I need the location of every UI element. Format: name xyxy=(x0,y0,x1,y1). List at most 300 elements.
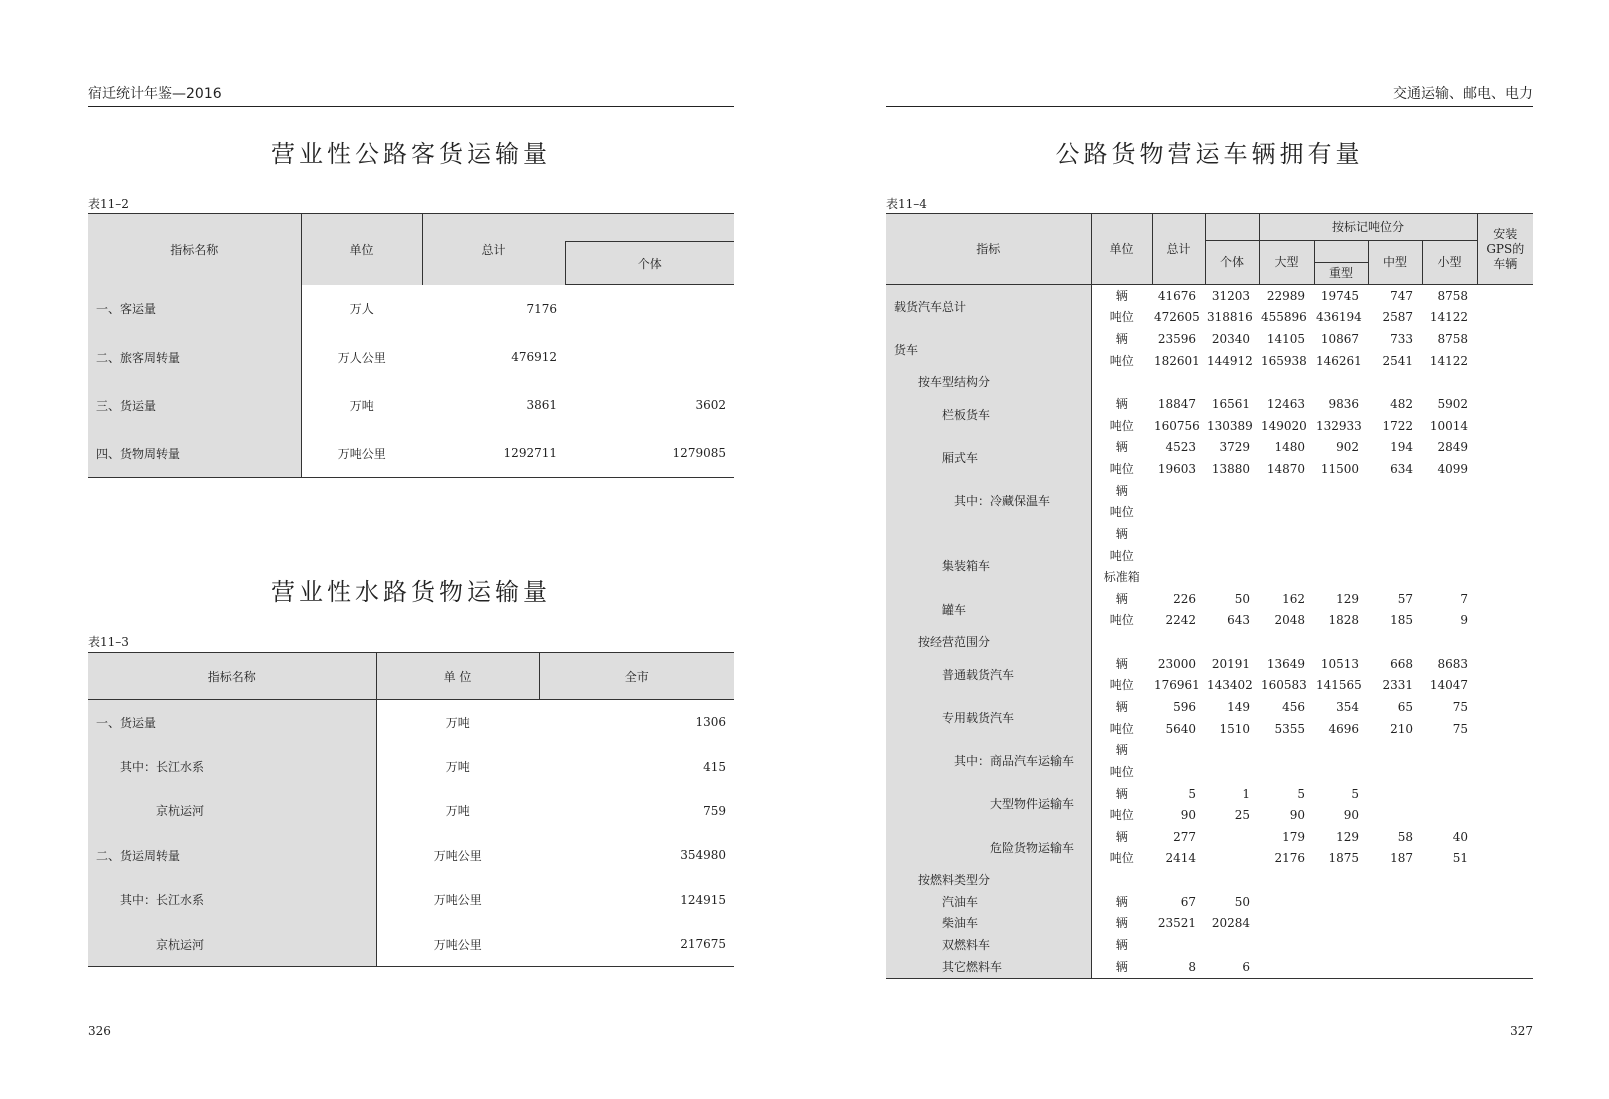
heavy-cell: 19745 xyxy=(1320,288,1359,303)
small-cell xyxy=(1422,631,1477,653)
indicator-name-cell: 按车型结构分 xyxy=(886,372,1091,394)
large-cell xyxy=(1259,913,1314,935)
table-row xyxy=(886,480,1533,502)
gps-cell xyxy=(1477,415,1533,437)
total-cell: 23000 xyxy=(1157,656,1196,671)
gps-cell xyxy=(1477,913,1533,935)
large-cell: 5 xyxy=(1297,786,1305,801)
total-cell xyxy=(1152,934,1205,956)
header-indicator-name: 指标名称 xyxy=(88,214,301,285)
gps-cell xyxy=(1477,869,1533,891)
total-cell xyxy=(1152,480,1205,502)
table-row xyxy=(886,545,1533,567)
small-cell: 10014 xyxy=(1429,418,1469,433)
heavy-cell: 10513 xyxy=(1320,656,1359,671)
gps-cell xyxy=(1477,285,1533,307)
medium-cell: 2587 xyxy=(1382,310,1413,325)
small-cell xyxy=(1422,480,1477,502)
total-cell: 5 xyxy=(1188,786,1196,801)
indicator-name-cell xyxy=(886,523,1091,545)
indicator-name-cell: 汽油车 xyxy=(886,891,1091,913)
heavy-cell: 354 xyxy=(1336,699,1359,714)
medium-cell: 733 xyxy=(1390,332,1413,347)
indicator-name-cell: 双燃料车 xyxy=(886,934,1091,956)
individual-cell xyxy=(1205,480,1259,502)
medium-cell xyxy=(1368,372,1422,394)
header-heavy: 重型 xyxy=(1314,263,1368,285)
medium-cell: 210 xyxy=(1390,721,1413,736)
total-cell: 90 xyxy=(1180,808,1196,823)
indicator-name-cell: 其中：冷藏保温车 xyxy=(886,480,1091,523)
small-cell: 7 xyxy=(1460,591,1469,606)
small-cell: 5902 xyxy=(1437,397,1469,412)
unit-cell xyxy=(1091,631,1152,653)
medium-cell xyxy=(1368,869,1422,891)
gps-cell xyxy=(1477,804,1533,826)
heavy-cell xyxy=(1314,913,1368,935)
gps-cell xyxy=(1477,826,1533,848)
heavy-cell: 1828 xyxy=(1328,613,1359,628)
total-cell xyxy=(1152,631,1205,653)
large-cell xyxy=(1259,956,1314,978)
heavy-cell: 4696 xyxy=(1328,721,1359,736)
large-cell xyxy=(1259,523,1314,545)
individual-cell: 149 xyxy=(1227,699,1250,714)
header-city: 全市 xyxy=(539,653,734,700)
small-cell: 14047 xyxy=(1429,678,1469,693)
table-11-3 xyxy=(88,652,734,967)
medium-cell xyxy=(1368,739,1422,761)
large-cell: 14870 xyxy=(1266,461,1305,476)
unit-cell: 辆 xyxy=(1091,285,1152,307)
unit-cell: 万吨公里 xyxy=(301,429,422,478)
medium-cell: 2331 xyxy=(1382,678,1413,693)
table-row xyxy=(886,783,1533,805)
large-cell xyxy=(1259,545,1314,567)
gps-cell xyxy=(1477,372,1533,394)
individual-cell: 143402 xyxy=(1207,678,1253,693)
unit-cell: 辆 xyxy=(1091,956,1152,978)
small-cell xyxy=(1422,869,1477,891)
gps-cell xyxy=(1477,566,1533,588)
city-value-cell: 1306 xyxy=(695,715,726,730)
individual-cell xyxy=(1205,934,1259,956)
heavy-cell xyxy=(1314,891,1368,913)
unit-cell: 吨位 xyxy=(1091,545,1152,567)
unit-cell: 万吨 xyxy=(376,700,539,745)
unit-cell: 万吨 xyxy=(376,789,539,833)
total-cell: 1292711 xyxy=(422,429,565,478)
total-cell xyxy=(1152,761,1205,783)
unit-cell: 吨位 xyxy=(1091,848,1152,870)
indicator-name-cell: 其中：长江水系 xyxy=(88,878,376,922)
heavy-cell: 90 xyxy=(1343,808,1359,823)
header-total: 总计 xyxy=(422,214,565,285)
individual-cell xyxy=(1205,372,1259,394)
table-row xyxy=(886,869,1533,891)
left-page xyxy=(88,0,734,1099)
table-row xyxy=(886,739,1533,761)
small-cell xyxy=(1422,783,1477,805)
individual-cell xyxy=(1205,501,1259,523)
heavy-cell: 129 xyxy=(1336,591,1359,606)
total-cell: 8 xyxy=(1152,956,1205,978)
indicator-name-cell: 其它燃料车 xyxy=(886,956,1091,978)
running-head-left: 宿迁统计年鉴—2016 xyxy=(88,84,734,107)
small-cell xyxy=(1422,523,1477,545)
table-row xyxy=(88,744,734,788)
header-unit: 单位 xyxy=(301,214,422,285)
total-cell: 2414 xyxy=(1165,851,1196,866)
medium-cell xyxy=(1368,523,1422,545)
table-row xyxy=(886,631,1533,653)
city-value-cell: 217675 xyxy=(539,922,734,967)
individual-cell: 25 xyxy=(1234,808,1250,823)
medium-cell: 482 xyxy=(1390,397,1413,412)
medium-cell: 1722 xyxy=(1382,418,1413,433)
heavy-cell xyxy=(1314,934,1368,956)
gps-cell xyxy=(1477,934,1533,956)
total-cell: 3861 xyxy=(526,398,557,412)
table-row xyxy=(88,922,734,967)
table-row xyxy=(886,588,1533,610)
unit-cell: 辆 xyxy=(1091,653,1152,675)
small-cell xyxy=(1422,545,1477,567)
gps-cell xyxy=(1477,480,1533,502)
small-cell: 40 xyxy=(1452,829,1469,844)
header-blank xyxy=(1205,214,1259,241)
gps-cell xyxy=(1477,436,1533,458)
medium-cell: 634 xyxy=(1390,461,1413,476)
small-cell xyxy=(1422,501,1477,523)
large-cell: 5355 xyxy=(1274,721,1305,736)
small-cell: 8683 xyxy=(1437,656,1469,671)
individual-cell xyxy=(1205,848,1259,870)
medium-cell xyxy=(1368,631,1422,653)
indicator-name-cell: 三、货运量 xyxy=(88,381,301,429)
header-indicator: 指标 xyxy=(886,214,1091,285)
heavy-cell: 436194 xyxy=(1316,310,1362,325)
heavy-cell: 141565 xyxy=(1316,678,1362,693)
medium-cell: 2541 xyxy=(1382,353,1413,368)
indicator-name-cell: 罐车 xyxy=(886,588,1091,631)
gps-cell xyxy=(1477,545,1533,567)
gps-cell xyxy=(1477,328,1533,350)
small-cell: 8758 xyxy=(1437,288,1469,303)
unit-cell: 吨位 xyxy=(1091,350,1152,372)
large-cell xyxy=(1259,372,1314,394)
unit-cell: 万吨公里 xyxy=(376,878,539,922)
table-row xyxy=(886,696,1533,718)
indicator-name-cell: 按经营范围分 xyxy=(886,631,1091,653)
table-11-2 xyxy=(88,213,734,478)
large-cell xyxy=(1259,891,1314,913)
table-row xyxy=(886,934,1533,956)
heavy-cell: 5 xyxy=(1351,786,1359,801)
total-cell: 476912 xyxy=(511,350,557,364)
large-cell: 179 xyxy=(1282,829,1305,844)
large-cell: 165938 xyxy=(1261,353,1307,368)
total-cell: 472605 xyxy=(1154,310,1200,325)
indicator-name-cell: 京杭运河 xyxy=(88,922,376,967)
header-small: 小型 xyxy=(1422,241,1477,285)
small-cell: 51 xyxy=(1452,851,1469,866)
indicator-name-cell: 京杭运河 xyxy=(88,789,376,833)
unit-cell: 万人 xyxy=(301,285,422,334)
large-cell: 149020 xyxy=(1261,418,1307,433)
gps-cell xyxy=(1477,307,1533,329)
small-cell xyxy=(1422,566,1477,588)
small-cell: 2849 xyxy=(1437,440,1469,455)
medium-cell xyxy=(1368,804,1422,826)
indicator-name-cell: 普通载货汽车 xyxy=(886,653,1091,696)
indicator-name-cell: 按燃料类型分 xyxy=(886,869,1091,891)
unit-cell: 辆 xyxy=(1091,393,1152,415)
individual-cell: 6 xyxy=(1205,956,1259,978)
large-cell xyxy=(1259,501,1314,523)
heavy-cell: 129 xyxy=(1336,829,1359,844)
medium-cell: 57 xyxy=(1397,591,1413,606)
gps-cell xyxy=(1477,350,1533,372)
total-cell: 160756 xyxy=(1154,418,1200,433)
heavy-cell xyxy=(1314,956,1368,978)
individual-cell: 1279085 xyxy=(565,429,734,478)
individual-cell: 318816 xyxy=(1207,310,1253,325)
indicator-name-cell: 载货汽车总计 xyxy=(886,285,1091,329)
individual-cell: 1510 xyxy=(1219,721,1250,736)
heavy-cell xyxy=(1314,372,1368,394)
gps-cell xyxy=(1477,610,1533,632)
individual-cell xyxy=(1205,566,1259,588)
gps-cell xyxy=(1477,675,1533,697)
medium-cell: 65 xyxy=(1397,699,1413,714)
large-cell xyxy=(1259,761,1314,783)
unit-cell: 辆 xyxy=(1091,913,1152,935)
individual-cell xyxy=(1205,631,1259,653)
individual-cell xyxy=(565,333,734,381)
header-large: 大型 xyxy=(1259,241,1314,285)
table-row xyxy=(886,956,1533,978)
table-row xyxy=(88,700,734,745)
medium-cell: 194 xyxy=(1390,440,1413,455)
total-cell xyxy=(1152,739,1205,761)
individual-cell: 16561 xyxy=(1211,397,1250,412)
individual-cell: 13880 xyxy=(1211,461,1250,476)
header-total: 总计 xyxy=(1152,214,1205,285)
header-unit: 单 位 xyxy=(376,653,539,700)
indicator-name-cell: 其中：长江水系 xyxy=(88,744,376,788)
small-cell xyxy=(1422,739,1477,761)
unit-cell: 辆 xyxy=(1091,891,1152,913)
unit-cell: 辆 xyxy=(1091,328,1152,350)
gps-cell xyxy=(1477,393,1533,415)
total-cell: 5640 xyxy=(1165,721,1196,736)
table-row xyxy=(886,285,1533,307)
small-cell xyxy=(1422,934,1477,956)
header-gps-line2: GPS的 xyxy=(1486,241,1525,256)
total-cell: 19603 xyxy=(1157,461,1196,476)
total-cell: 41676 xyxy=(1157,288,1196,303)
large-cell xyxy=(1259,480,1314,502)
table-row xyxy=(886,891,1533,913)
medium-cell xyxy=(1368,891,1422,913)
heavy-cell: 10867 xyxy=(1320,332,1359,347)
page-number-right: 327 xyxy=(1510,1024,1533,1038)
table-row xyxy=(88,285,734,334)
unit-cell: 吨位 xyxy=(1091,415,1152,437)
large-cell: 22989 xyxy=(1266,288,1305,303)
header-indicator-name: 指标名称 xyxy=(88,653,376,700)
individual-cell xyxy=(565,285,734,334)
table-row xyxy=(886,328,1533,350)
header-unit: 单位 xyxy=(1091,214,1152,285)
heavy-cell xyxy=(1314,523,1368,545)
indicator-name-cell: 一、货运量 xyxy=(88,700,376,745)
unit-cell: 吨位 xyxy=(1091,761,1152,783)
individual-cell xyxy=(1205,523,1259,545)
small-cell: 14122 xyxy=(1429,353,1469,368)
gps-cell xyxy=(1477,588,1533,610)
table-row xyxy=(886,913,1533,935)
small-cell: 4099 xyxy=(1437,461,1469,476)
small-cell xyxy=(1422,913,1477,935)
table-11-2-number: 表11–2 xyxy=(88,197,129,211)
medium-cell: 185 xyxy=(1390,613,1413,628)
gps-cell xyxy=(1477,501,1533,523)
individual-cell: 20340 xyxy=(1211,332,1250,347)
page-number-left: 326 xyxy=(88,1024,111,1038)
large-cell xyxy=(1259,869,1314,891)
individual-cell: 50 xyxy=(1234,591,1250,606)
individual-cell: 1 xyxy=(1242,786,1250,801)
table-row xyxy=(886,653,1533,675)
table-row xyxy=(88,789,734,833)
unit-cell: 万人公里 xyxy=(301,333,422,381)
individual-cell: 31203 xyxy=(1211,288,1250,303)
total-cell: 7176 xyxy=(526,301,557,316)
individual-cell: 50 xyxy=(1234,894,1250,909)
total-cell: 23596 xyxy=(1157,332,1196,347)
table-row xyxy=(886,372,1533,394)
individual-cell xyxy=(1205,545,1259,567)
indicator-name-cell: 大型物件运输车 xyxy=(886,783,1091,826)
heavy-cell xyxy=(1314,545,1368,567)
total-cell: 277 xyxy=(1173,829,1196,844)
table-11-4 xyxy=(886,213,1533,979)
heavy-cell: 1875 xyxy=(1328,851,1359,866)
large-cell: 1480 xyxy=(1274,440,1305,455)
small-cell xyxy=(1422,956,1477,978)
city-value-cell: 415 xyxy=(703,759,726,774)
gps-cell xyxy=(1477,653,1533,675)
unit-cell: 辆 xyxy=(1091,436,1152,458)
header-gps xyxy=(1477,214,1533,285)
heavy-cell xyxy=(1314,761,1368,783)
gps-cell xyxy=(1477,523,1533,545)
city-value-cell: 759 xyxy=(703,803,726,818)
medium-cell: 187 xyxy=(1390,851,1413,866)
table-row xyxy=(88,878,734,922)
medium-cell: 747 xyxy=(1390,288,1413,303)
individual-cell: 20284 xyxy=(1211,916,1250,931)
total-cell xyxy=(1152,545,1205,567)
unit-cell xyxy=(1091,869,1152,891)
heavy-cell: 11500 xyxy=(1320,461,1359,476)
medium-cell xyxy=(1368,913,1422,935)
header-gps-line1: 安装 xyxy=(1493,226,1518,241)
total-cell xyxy=(1152,372,1205,394)
gps-cell xyxy=(1477,696,1533,718)
gps-cell xyxy=(1477,848,1533,870)
header-blank xyxy=(565,214,734,242)
total-cell: 182601 xyxy=(1154,353,1200,368)
table-11-2-title: 营业性公路客货运输量 xyxy=(271,140,551,168)
indicator-name-cell: 危险货物运输车 xyxy=(886,826,1091,869)
heavy-cell: 146261 xyxy=(1316,353,1362,368)
unit-cell: 辆 xyxy=(1091,480,1152,502)
medium-cell: 668 xyxy=(1390,656,1413,671)
heavy-cell xyxy=(1314,739,1368,761)
indicator-name-cell: 专用载货汽车 xyxy=(886,696,1091,739)
table-11-4-number: 表11–4 xyxy=(886,197,927,211)
total-cell xyxy=(1152,523,1205,545)
individual-cell: 20191 xyxy=(1211,656,1250,671)
table-row xyxy=(88,333,734,381)
header-by-tonnage: 按标记吨位分 xyxy=(1259,214,1477,241)
total-cell: 18847 xyxy=(1157,397,1196,412)
unit-cell: 辆 xyxy=(1091,783,1152,805)
table-row xyxy=(886,436,1533,458)
city-value-cell: 124915 xyxy=(680,892,726,907)
gps-cell xyxy=(1477,761,1533,783)
medium-cell xyxy=(1368,545,1422,567)
header-individual: 个体 xyxy=(1205,241,1259,285)
individual-cell xyxy=(1205,869,1259,891)
large-cell: 455896 xyxy=(1261,310,1307,325)
gps-cell xyxy=(1477,718,1533,740)
unit-cell: 标准箱 xyxy=(1091,566,1152,588)
heavy-cell xyxy=(1314,566,1368,588)
indicator-name-cell: 其中：商品汽车运输车 xyxy=(886,739,1091,782)
medium-cell: 58 xyxy=(1397,829,1413,844)
heavy-cell: 132933 xyxy=(1316,418,1362,433)
individual-cell: 643 xyxy=(1227,613,1250,628)
large-cell xyxy=(1259,739,1314,761)
header-blank xyxy=(1314,241,1368,263)
table-row xyxy=(88,381,734,429)
unit-cell: 辆 xyxy=(1091,826,1152,848)
running-head-right: 交通运输、邮电、电力 xyxy=(886,84,1533,107)
heavy-cell: 902 xyxy=(1336,440,1359,455)
individual-cell xyxy=(1205,826,1259,848)
indicator-name-cell: 四、货物周转量 xyxy=(88,429,301,478)
header-individual: 个体 xyxy=(565,242,734,285)
indicator-name-cell: 二、货运周转量 xyxy=(88,833,376,877)
individual-cell: 3729 xyxy=(1219,440,1250,455)
large-cell: 2048 xyxy=(1274,613,1305,628)
gps-cell xyxy=(1477,891,1533,913)
individual-cell: 144912 xyxy=(1207,353,1253,368)
large-cell xyxy=(1259,934,1314,956)
individual-cell xyxy=(1205,739,1259,761)
medium-cell xyxy=(1368,501,1422,523)
small-cell: 75 xyxy=(1452,699,1469,714)
total-cell: 596 xyxy=(1173,699,1196,714)
small-cell: 14122 xyxy=(1429,310,1469,325)
unit-cell: 万吨 xyxy=(376,744,539,788)
unit-cell: 辆 xyxy=(1091,934,1152,956)
indicator-name-cell: 集装箱车 xyxy=(886,545,1091,588)
